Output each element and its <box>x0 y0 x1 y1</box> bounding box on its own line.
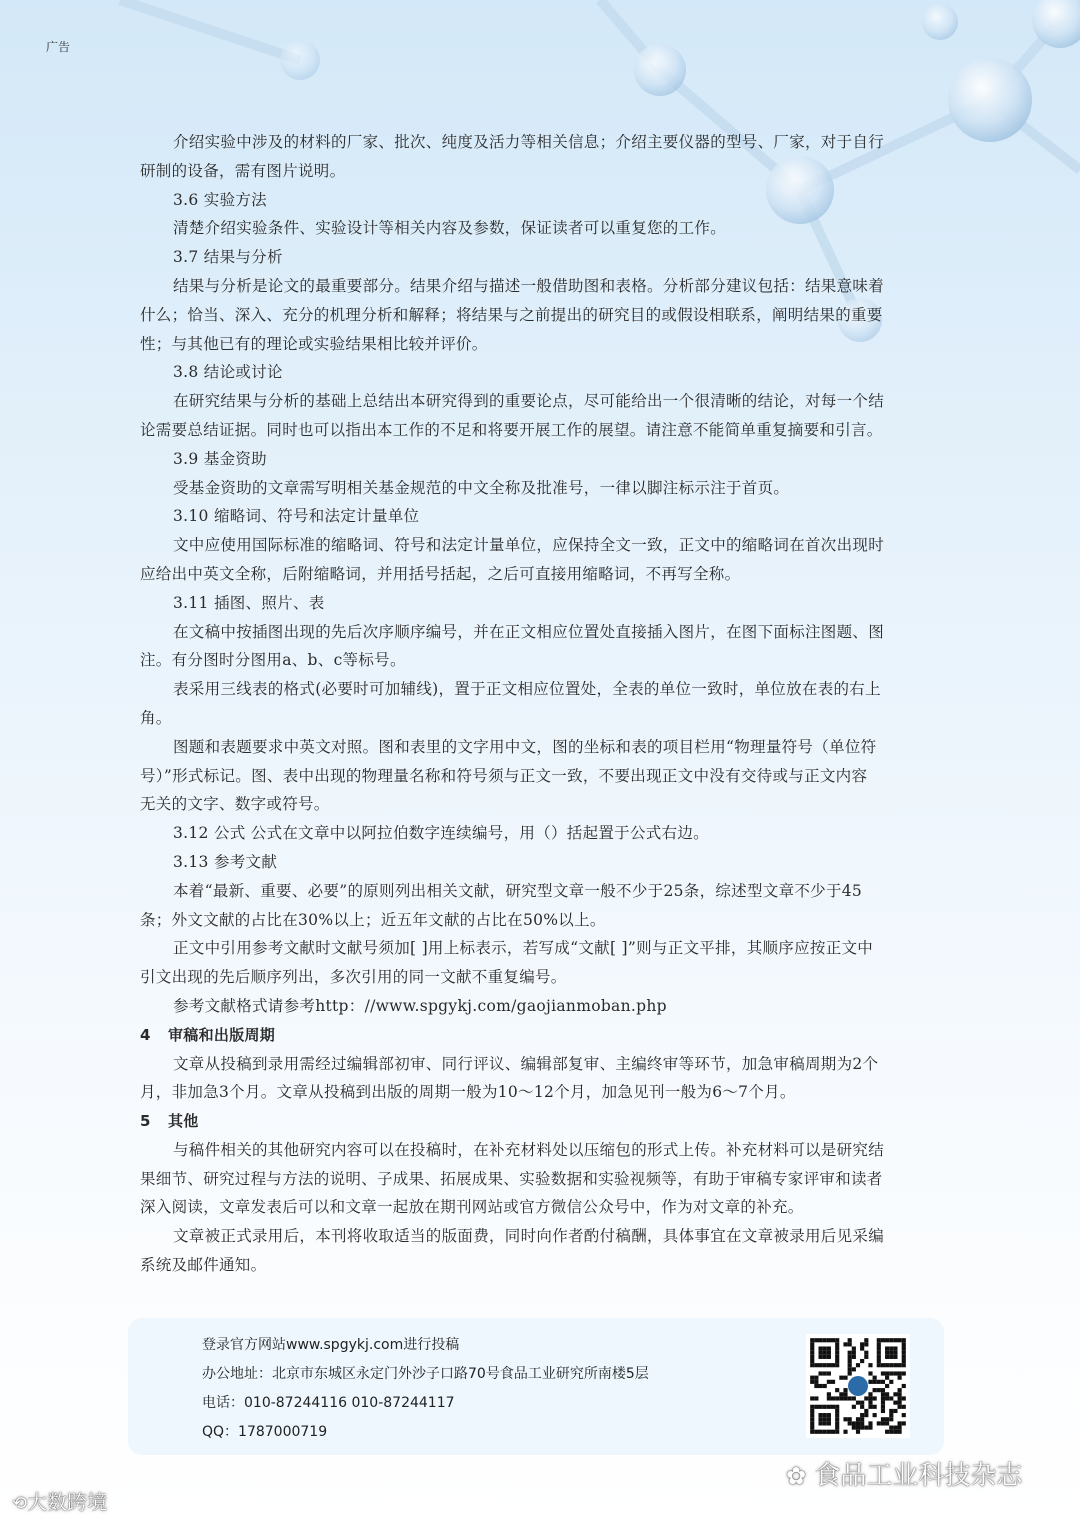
qr-module <box>831 1363 835 1367</box>
qr-module <box>810 1426 814 1430</box>
qr-module <box>898 1405 902 1409</box>
qr-module <box>827 1421 831 1425</box>
qr-module <box>877 1388 881 1392</box>
qr-module <box>810 1421 814 1425</box>
qr-module <box>823 1351 827 1355</box>
qr-module <box>885 1384 889 1388</box>
watermark-right <box>786 1455 1022 1492</box>
qr-module <box>827 1338 831 1342</box>
qr-module <box>868 1371 872 1375</box>
subsection-heading: 3.9 基金资助 <box>173 449 267 468</box>
qr-module <box>827 1405 831 1409</box>
qr-module <box>864 1396 868 1400</box>
qr-module <box>898 1392 902 1396</box>
qr-module <box>864 1413 868 1417</box>
qr-module <box>835 1421 839 1425</box>
qr-module <box>898 1338 902 1342</box>
qr-module <box>818 1384 822 1388</box>
qr-module <box>810 1338 814 1342</box>
qr-module <box>873 1405 877 1409</box>
qr-module <box>877 1363 881 1367</box>
paragraph-line: 条；外文文献的占比在30%以上；近五年文献的占比在50%以上。 <box>140 910 606 929</box>
qr-module <box>814 1396 818 1400</box>
qr-module <box>898 1363 902 1367</box>
qr-module <box>823 1371 827 1375</box>
loop-icon: ⟲ <box>12 1493 28 1514</box>
qr-module <box>893 1392 897 1396</box>
qr-module <box>898 1401 902 1405</box>
qr-module <box>831 1380 835 1384</box>
qr-module <box>873 1376 877 1380</box>
qr-module <box>848 1363 852 1367</box>
qr-module <box>860 1342 864 1346</box>
qr-module <box>868 1363 872 1367</box>
qr-module <box>881 1401 885 1405</box>
qr-module <box>902 1346 906 1350</box>
qr-module <box>868 1426 872 1430</box>
qr-module <box>810 1363 814 1367</box>
qr-module <box>835 1417 839 1421</box>
phone-line: 电话：010-87244116 010-87244117 <box>202 1395 455 1411</box>
qr-module <box>868 1405 872 1409</box>
qr-module <box>898 1371 902 1375</box>
qr-module <box>898 1388 902 1392</box>
qr-module <box>823 1405 827 1409</box>
paragraph-line: 无关的文字、数字或符号。 <box>140 795 330 814</box>
qr-module <box>902 1413 906 1417</box>
qr-module <box>814 1405 818 1409</box>
qr-module <box>877 1338 881 1342</box>
paragraph-line: 与稿件相关的其他研究内容可以在投稿时，在补充材料处以压缩包的形式上传。补充材料可以是研究结 <box>173 1140 885 1159</box>
qr-module <box>814 1363 818 1367</box>
subsection-heading: 3.6 实验方法 <box>173 190 267 209</box>
qr-module <box>823 1355 827 1359</box>
paragraph-line: 图题和表题要求中英文对照。图和表里的文字用中文，图的坐标和表的项目栏用“物理量符号（单位符 <box>173 737 877 756</box>
qr-module <box>835 1430 839 1434</box>
section-number: 4 <box>140 1025 151 1044</box>
qr-module <box>848 1371 852 1375</box>
qr-module <box>852 1355 856 1359</box>
qr-module <box>889 1355 893 1359</box>
qr-module <box>893 1401 897 1405</box>
qr-module <box>889 1417 893 1421</box>
qr-module <box>827 1346 831 1350</box>
paragraph-line: 在文稿中按插图出现的先后次序顺序编号，并在正文相应位置处直接插入图片，在图下面标注图题、图 <box>173 622 885 641</box>
qr-module <box>818 1405 822 1409</box>
qr-module <box>893 1355 897 1359</box>
qr-module <box>873 1396 877 1400</box>
qr-module <box>848 1338 852 1342</box>
qr-module <box>835 1413 839 1417</box>
qr-module <box>839 1396 843 1400</box>
qr-module <box>893 1351 897 1355</box>
qr-module <box>810 1396 814 1400</box>
qr-module <box>902 1371 906 1375</box>
qr-module <box>835 1426 839 1430</box>
qr-module <box>818 1413 822 1417</box>
qr-module <box>877 1346 881 1350</box>
qr-module <box>864 1355 868 1359</box>
qr-module <box>823 1338 827 1342</box>
paragraph-line: 结果与分析是论文的最重要部分。结果介绍与描述一般借助图和表格。分析部分建议包括：结果意味着 <box>173 276 885 295</box>
qr-module <box>881 1388 885 1392</box>
qr-module <box>848 1359 852 1363</box>
qr-module <box>827 1355 831 1359</box>
qr-module <box>827 1351 831 1355</box>
qr-module <box>810 1417 814 1421</box>
qr-module <box>889 1346 893 1350</box>
section-number: 5 <box>140 1112 151 1131</box>
qr-module <box>848 1417 852 1421</box>
qr-module <box>856 1363 860 1367</box>
paragraph-line: 文章被正式录用后，本刊将收取适当的版面费，同时向作者酌付稿酬，具体事宜在文章被录用后见采编 <box>173 1227 885 1246</box>
qr-module <box>823 1363 827 1367</box>
qr-module <box>810 1351 814 1355</box>
qr-module <box>893 1363 897 1367</box>
qr-module <box>835 1359 839 1363</box>
qr-module <box>860 1346 864 1350</box>
qr-module <box>835 1342 839 1346</box>
qr-module <box>902 1342 906 1346</box>
qr-module <box>881 1396 885 1400</box>
qr-module <box>864 1409 868 1413</box>
qr-module <box>881 1380 885 1384</box>
qr-module <box>893 1430 897 1434</box>
qr-module <box>893 1371 897 1375</box>
qr-module <box>889 1371 893 1375</box>
paragraph-line: 本着“最新、重要、必要”的原则列出相关文献，研究型文章一般不少于25条，综述型文章不少于45 <box>173 881 863 900</box>
qr-module <box>835 1355 839 1359</box>
qr-module <box>889 1413 893 1417</box>
paragraph-line: 论需要总结证据。同时也可以指出本工作的不足和将要开展工作的展望。请注意不能简单重复摘要和引言。 <box>140 420 883 439</box>
paragraph-line: 果细节、研究过程与方法的说明、子成果、拓展成果、实验数据和实验视频等，有助于审稿专家评审和读者 <box>140 1169 883 1188</box>
qr-module <box>827 1380 831 1384</box>
qr-module <box>848 1421 852 1425</box>
section-heading <box>140 1021 946 1050</box>
subsection-heading: 3.13 参考文献 <box>173 852 278 871</box>
qr-module <box>898 1430 902 1434</box>
qr-module <box>864 1351 868 1355</box>
qr-module <box>893 1409 897 1413</box>
qr-module <box>818 1430 822 1434</box>
qr-module <box>881 1392 885 1396</box>
qr-module <box>881 1338 885 1342</box>
qr-module <box>835 1351 839 1355</box>
qr-module <box>889 1426 893 1430</box>
qr-module <box>877 1380 881 1384</box>
qr-module <box>818 1355 822 1359</box>
qr-module <box>885 1351 889 1355</box>
qr-module <box>823 1421 827 1425</box>
qr-logo-icon <box>848 1376 868 1396</box>
qr-module <box>881 1409 885 1413</box>
qr-module <box>827 1413 831 1417</box>
qr-module <box>843 1388 847 1392</box>
qr-module <box>864 1338 868 1342</box>
qr-module <box>885 1363 889 1367</box>
qr-module <box>848 1367 852 1371</box>
qr-module <box>877 1421 881 1425</box>
qr-module <box>814 1380 818 1384</box>
paragraph-line: 文中应使用国际标准的缩略词、符号和法定计量单位，应保持全文一致，正文中的缩略词在首次出现时 <box>173 536 885 555</box>
qr-module <box>827 1396 831 1400</box>
qr-module <box>860 1359 864 1363</box>
qr-module <box>843 1342 847 1346</box>
qr-module <box>877 1355 881 1359</box>
qr-module <box>868 1401 872 1405</box>
section-title: 审稿和出版周期 <box>168 1025 276 1044</box>
address-line: 办公地址：北京市东城区永定门外沙子口路70号食品工业研究所南楼5层 <box>202 1366 649 1382</box>
qr-module <box>893 1346 897 1350</box>
qr-module <box>864 1342 868 1346</box>
qr-module <box>881 1421 885 1425</box>
qr-module <box>810 1380 814 1384</box>
qr-module <box>835 1388 839 1392</box>
wechat-icon: ✿ <box>786 1462 807 1490</box>
paragraph-line: 文章从投稿到录用需经过编辑部初审、同行评议、编辑部复审、主编终审等环节，加急审稿周期为2个 <box>173 1054 879 1073</box>
qr-module <box>848 1396 852 1400</box>
subsection-heading: 3.11 插图、照片、表 <box>173 593 325 612</box>
qr-module <box>827 1417 831 1421</box>
qr-module <box>852 1396 856 1400</box>
qr-module <box>835 1405 839 1409</box>
paragraph-line: 参考文献格式请参考http：//www.spgykj.com/gaojianmoban.php <box>173 996 667 1015</box>
qr-module <box>873 1413 877 1417</box>
subsection-heading: 3.8 结论或讨论 <box>173 363 283 382</box>
qr-module <box>902 1338 906 1342</box>
qr-module <box>885 1417 889 1421</box>
qr-module <box>848 1355 852 1359</box>
paragraph-line: 应给出中英文全称，后附缩略词，并用括号括起，之后可直接用缩略词，不再写全称。 <box>140 564 741 583</box>
qr-module <box>810 1355 814 1359</box>
qr-module <box>893 1426 897 1430</box>
qr-module <box>902 1355 906 1359</box>
qr-module <box>856 1426 860 1430</box>
qr-module <box>848 1351 852 1355</box>
qr-module <box>810 1346 814 1350</box>
qr-module <box>902 1384 906 1388</box>
paragraph-line: 系统及邮件通知。 <box>140 1256 267 1275</box>
paragraph-line: 清楚介绍实验条件、实验设计等相关内容及参数，保证读者可以重复您的工作。 <box>173 219 727 238</box>
qr-module <box>831 1338 835 1342</box>
qr-module <box>868 1392 872 1396</box>
section-title: 其他 <box>168 1112 199 1131</box>
qr-module <box>823 1346 827 1350</box>
qr-module <box>843 1430 847 1434</box>
qr-module <box>831 1396 835 1400</box>
qr-module <box>848 1342 852 1346</box>
paragraph-line: 介绍实验中涉及的材料的厂家、批次、纯度及活力等相关信息；介绍主要仪器的型号、厂家，对于自行 <box>173 133 885 151</box>
qr-module <box>843 1396 847 1400</box>
qr-module <box>810 1430 814 1434</box>
qr-module <box>827 1363 831 1367</box>
qr-module <box>877 1351 881 1355</box>
qr-module <box>852 1367 856 1371</box>
qr-module <box>889 1363 893 1367</box>
qr-module <box>818 1421 822 1425</box>
qr-module <box>831 1430 835 1434</box>
qr-module <box>827 1392 831 1396</box>
qr-module <box>818 1346 822 1350</box>
qr-module <box>889 1338 893 1342</box>
qr-module <box>885 1421 889 1425</box>
qr-module <box>877 1359 881 1363</box>
section-heading <box>140 1107 946 1136</box>
qr-module <box>885 1355 889 1359</box>
paragraph-line: 月，非加急3个月。文章从投稿到出版的周期一般为10～12个月，加急见刊一般为6～7个月。 <box>140 1083 796 1102</box>
qr-module <box>852 1405 856 1409</box>
qr-module <box>814 1430 818 1434</box>
paragraph-line: 受基金资助的文章需写明相关基金规范的中文全称及批准号，一律以脚注标示注于首页。 <box>173 478 790 497</box>
qr-code[interactable] <box>806 1334 910 1438</box>
qr-module <box>860 1413 864 1417</box>
qr-module <box>898 1396 902 1400</box>
qr-module <box>902 1421 906 1425</box>
qr-module <box>881 1417 885 1421</box>
paragraph-line: 号）”形式标记。图、表中出现的物理量名称和符号须与正文一致，不要出现正文中没有交待或与正文内容 <box>140 766 868 785</box>
qr-module <box>856 1421 860 1425</box>
qr-module <box>827 1371 831 1375</box>
qr-module <box>823 1430 827 1434</box>
qr-module <box>839 1392 843 1396</box>
qr-module <box>860 1401 864 1405</box>
qr-module <box>856 1401 860 1405</box>
qr-module <box>902 1351 906 1355</box>
qr-module <box>856 1417 860 1421</box>
qr-module <box>881 1371 885 1375</box>
qr-module <box>818 1338 822 1342</box>
qr-module <box>885 1430 889 1434</box>
paragraph-line: 表采用三线表的格式(必要时可加辅线)，置于正文相应位置处，全表的单位一致时，单位放在表的右上 <box>173 680 881 699</box>
qr-module <box>902 1363 906 1367</box>
qr-module <box>810 1376 814 1380</box>
qr-module <box>818 1363 822 1367</box>
qr-module <box>810 1359 814 1363</box>
paragraph-line: 角。 <box>140 708 172 727</box>
watermark-right-text: 食品工业科技杂志 <box>814 1461 1023 1491</box>
paragraph-line: 什么；恰当、深入、充分的机理分析和解释；将结果与之前提出的研究目的或假设相联系，阐明结果的重要 <box>140 305 883 324</box>
qr-module <box>881 1405 885 1409</box>
paragraph-line: 性；与其他已有的理论或实验结果相比较并评价。 <box>140 334 488 353</box>
qr-module <box>889 1430 893 1434</box>
qr-module <box>873 1380 877 1384</box>
paragraph-line: 3.12 公式 公式在文章中以阿拉伯数字连续编号，用（）括起置于公式右边。 <box>173 824 709 843</box>
contact-box <box>128 1318 944 1455</box>
paragraph-line: 深入阅读，文章发表后可以和文章一起放在期刊网站或官方微信公众号中，作为对文章的补充。 <box>140 1198 804 1217</box>
qr-module <box>893 1338 897 1342</box>
qr-module <box>885 1371 889 1375</box>
qr-module <box>885 1346 889 1350</box>
qr-module <box>885 1396 889 1400</box>
qr-module <box>889 1409 893 1413</box>
qr-module <box>868 1421 872 1425</box>
qr-module <box>885 1392 889 1396</box>
qr-module <box>843 1392 847 1396</box>
paragraph-line: 在研究结果与分析的基础上总结出本研究得到的重要论点，尽可能给出一个很清晰的结论，对每一个结 <box>173 392 885 411</box>
qr-module <box>823 1413 827 1417</box>
qr-module <box>860 1417 864 1421</box>
qr-module <box>889 1351 893 1355</box>
qr-module <box>835 1409 839 1413</box>
qr-module <box>818 1351 822 1355</box>
qr-module <box>885 1376 889 1380</box>
qr-module <box>843 1417 847 1421</box>
qr-module <box>852 1346 856 1350</box>
qr-module <box>889 1380 893 1384</box>
qr-module <box>860 1405 864 1409</box>
qr-module <box>873 1388 877 1392</box>
qr-module <box>810 1409 814 1413</box>
qr-module <box>902 1405 906 1409</box>
qr-module <box>856 1430 860 1434</box>
qr-module <box>852 1351 856 1355</box>
subsection-heading: 3.10 缩略词、符号和法定计量单位 <box>173 507 420 526</box>
qr-module <box>818 1371 822 1375</box>
qr-module <box>889 1396 893 1400</box>
qr-module <box>827 1430 831 1434</box>
qr-module <box>810 1342 814 1346</box>
qr-module <box>860 1426 864 1430</box>
qr-module <box>860 1421 864 1425</box>
ad-label: 广告 <box>46 40 71 54</box>
qr-module <box>898 1421 902 1425</box>
qr-module <box>823 1384 827 1388</box>
qr-module <box>818 1417 822 1421</box>
qr-module <box>877 1342 881 1346</box>
qr-module <box>902 1396 906 1400</box>
qr-module <box>835 1338 839 1342</box>
qr-module <box>814 1376 818 1380</box>
watermark-left <box>12 1486 107 1515</box>
paragraph-line: 研制的设备，需有图片说明。 <box>140 161 346 180</box>
qr-module <box>823 1417 827 1421</box>
qr-module <box>814 1338 818 1342</box>
paragraph-line: 正文中引用参考文献时文献号须加[ ]用上标表示，若写成“文献[ ]”则与正文平排，其顺序应按正文中 <box>173 939 874 958</box>
qr-module <box>898 1376 902 1380</box>
qr-module <box>831 1405 835 1409</box>
article-body <box>140 128 946 1280</box>
qr-module <box>868 1380 872 1384</box>
qr-module <box>814 1384 818 1388</box>
qr-module <box>868 1396 872 1400</box>
qr-module <box>881 1363 885 1367</box>
qr-module <box>839 1376 843 1380</box>
qr-module <box>898 1426 902 1430</box>
qr-module <box>852 1426 856 1430</box>
qr-module <box>835 1346 839 1350</box>
paragraph-line: 引文出现的先后顺序列出，多次引用的同一文献不重复编号。 <box>140 968 567 987</box>
qr-module <box>885 1338 889 1342</box>
paragraph-line: 注。有分图时分图用a、b、c等标号。 <box>140 651 406 670</box>
qr-module <box>835 1396 839 1400</box>
qr-module <box>843 1376 847 1380</box>
qr-module <box>902 1359 906 1363</box>
website-line: 登录官方网站www.spgykj.com进行投稿 <box>202 1337 460 1353</box>
qr-module <box>864 1426 868 1430</box>
qr-module <box>835 1363 839 1367</box>
qq-line: QQ：1787000719 <box>202 1424 328 1440</box>
watermark-left-text: 大数跨境 <box>27 1490 108 1514</box>
qr-module <box>810 1405 814 1409</box>
subsection-heading: 3.7 结果与分析 <box>173 248 283 267</box>
qr-module <box>810 1413 814 1417</box>
qr-module <box>852 1421 856 1425</box>
